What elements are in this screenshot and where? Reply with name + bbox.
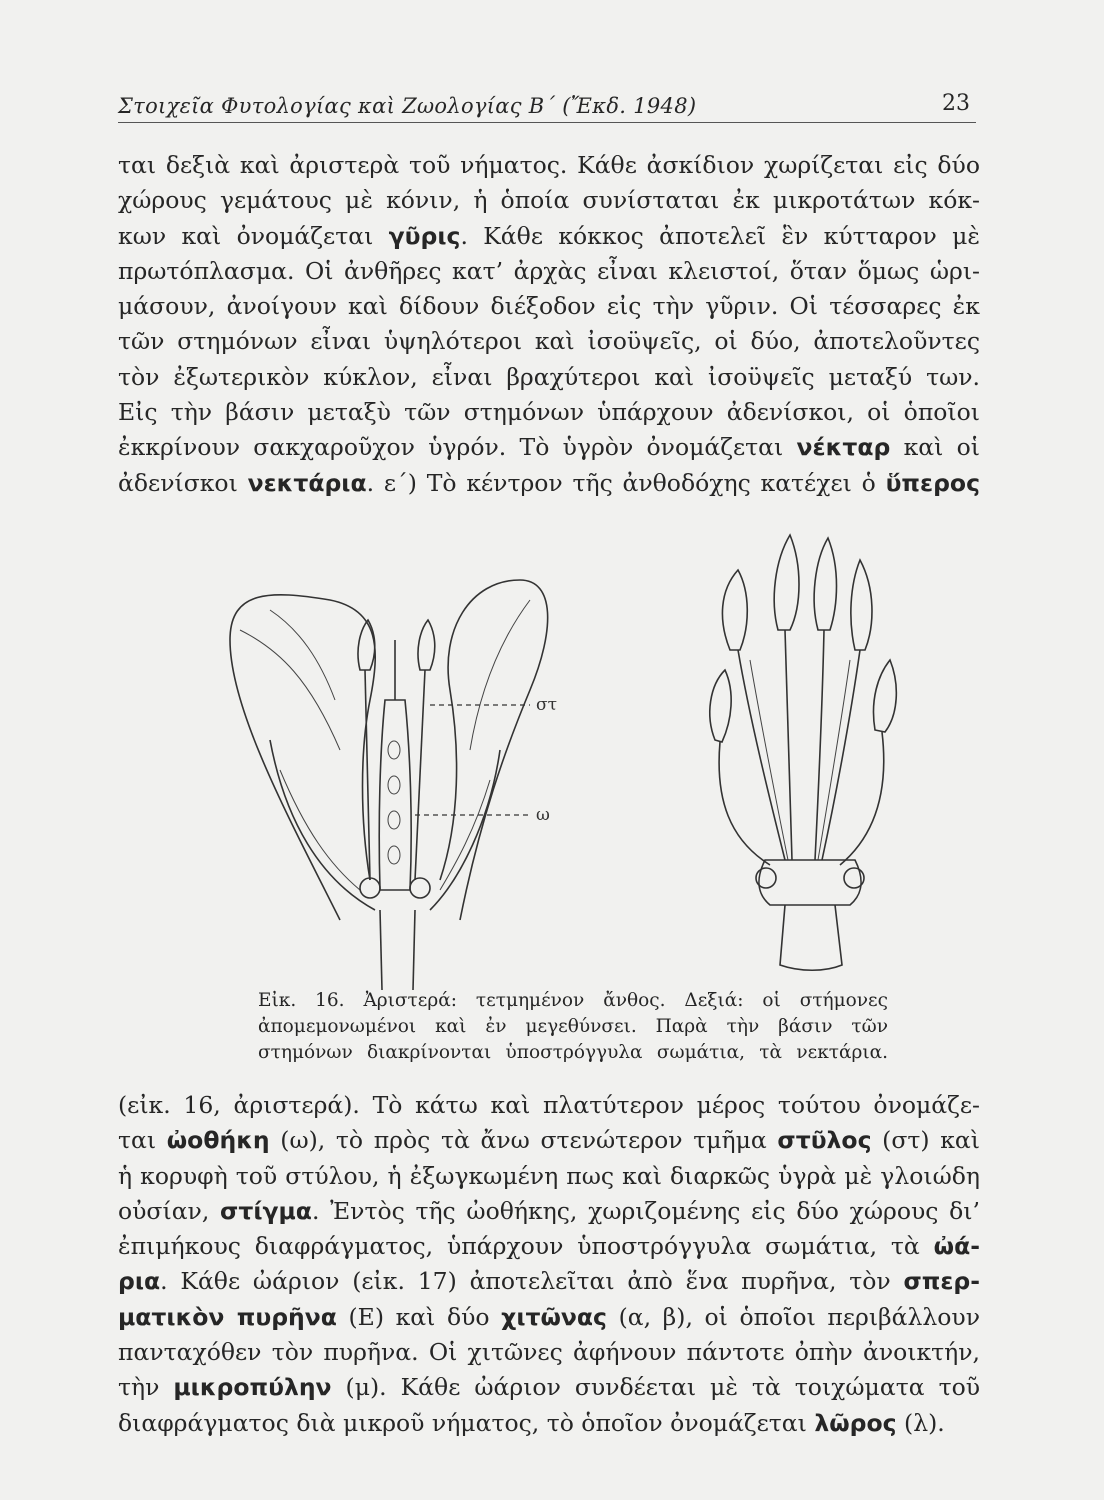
text-line: (εἰκ. 16, ἀριστερά). Τὸ κάτω καὶ πλατύτερον μέρος τούτου ὀνομάζε- — [118, 1091, 980, 1119]
text-line: ἡ κορυφὴ τοῦ στύλου, ἡ ἐξωγκωμένη πως καὶ διαρκῶς ὑγρὰ μὲ γλοιώδη — [118, 1161, 980, 1190]
text-line: οὐσίαν, στίγμα. Ἐντὸς τῆς ὠοθήκης, χωριζομένης εἰς δύο χώρους δι’ — [118, 1196, 980, 1225]
text-line: χώρους γεμάτους μὲ κόνιν, ἡ ὁποία συνίσταται ἐκ μικροτάτων κόκ- — [118, 186, 980, 215]
text-line: πρωτόπλασμα. Οἱ ἀνθῆρες κατ’ ἀρχὰς εἶναι κλειστοί, ὅταν ὅμως ὡρι- — [118, 256, 980, 285]
caption-line: στημόνων διακρίνονται ὑποστρόγγυλα σωμάτια, τὰ νεκτάρια. — [258, 1042, 888, 1063]
term-gyris: γῦρις — [388, 221, 461, 250]
stamens-drawing — [710, 535, 897, 970]
text-line: κων καὶ ὀνομάζεται γῦρις. Κάθε κόκκος ἀποτελεῖ ἓν κύτταρον μὲ — [118, 221, 980, 250]
text-line: ρια. Κάθε ὠάριον (εἰκ. 17) ἀποτελεῖται ἀπὸ ἕνα πυρῆνα, τὸν σπερ- — [118, 1267, 980, 1296]
text-line: πανταχόθεν τὸν πυρῆνα. Οἱ χιτῶνες ἀφήνουν πάντοτε ὀπὴν ἀνοικτήν, — [118, 1338, 980, 1367]
term-stylos: στῦλος — [777, 1126, 872, 1155]
cut-flower-drawing — [230, 580, 548, 990]
text-line: τὸν ἐξωτερικὸν κύκλον, εἶναι βραχύτεροι καὶ ἰσοϋψεῖς μεταξύ των. — [118, 362, 980, 391]
term-hyperos: ὕπερος — [885, 468, 980, 497]
text-line: ἐκκρίνουν σακχαροῦχον ὑγρόν. Τὸ ὑγρὸν ὀνομάζεται νέκταρ καὶ οἱ — [118, 433, 980, 462]
running-title: Στοιχεῖα Φυτολογίας καὶ Ζωολογίας Β΄ (Ἔκδ. 1948) — [118, 94, 697, 118]
term-mikropyli: μικροπύλην — [173, 1373, 332, 1402]
term-spermatic-nucleus: ματικὸν πυρῆνα — [118, 1302, 337, 1331]
text-line: Εἰς τὴν βάσιν μεταξὺ τῶν στημόνων ὑπάρχουν ἀδενίσκοι, οἱ ὁποῖοι — [118, 398, 980, 427]
text-line: ἐπιμήκους διαφράγματος, ὑπάρχουν ὑποστρόγγυλα σωμάτια, τὰ ὠά- — [118, 1232, 980, 1261]
text-line: ται δεξιὰ καὶ ἀριστερὰ τοῦ νήματος. Κάθε ἀσκίδιον χωρίζεται εἰς δύο — [118, 151, 980, 179]
text-line: τῶν στημόνων εἶναι ὑψηλότεροι καὶ ἰσοϋψεῖς, οἱ δύο, ἀποτελοῦντες — [118, 327, 980, 356]
figure-caption — [258, 988, 888, 1066]
term-loros: λῶρος — [814, 1408, 897, 1437]
text-line: ἀδενίσκοι νεκτάρια. ε΄) Τὸ κέντρον τῆς ἀνθοδόχης κατέχει ὁ ὕπερος — [118, 468, 980, 497]
page-header — [118, 88, 976, 123]
term-sperm: σπερ- — [903, 1267, 980, 1296]
term-oaria-cont: ρια — [118, 1267, 161, 1296]
text-line: μάσουν, ἀνοίγουν καὶ δίδουν διέξοδον εἰς τὴν γῦριν. Οἱ τέσσαρες ἐκ — [118, 292, 980, 321]
term-oaria: ὠά- — [933, 1232, 980, 1261]
term-oothiki: ὠοθήκη — [166, 1126, 270, 1155]
flower-illustration — [210, 520, 990, 990]
label-ovary: ω — [536, 805, 550, 825]
label-style: στ — [536, 695, 558, 715]
term-nektar: νέκταρ — [796, 433, 891, 462]
caption-line: ἀπομεμονωμένοι καὶ ἐν μεγεθύνσει. Παρὰ τὴν βάσιν τῶν — [258, 1016, 888, 1037]
caption-line: Εἰκ. 16. Ἀριστερά: τετμημένον ἄνθος. Δεξιά: οἱ στήμονες — [258, 990, 888, 1011]
text-line: ματικὸν πυρῆνα (Ε) καὶ δύο χιτῶνας (α, β), οἱ ὁποῖοι περιβάλλουν — [118, 1302, 980, 1331]
term-chitones: χιτῶνας — [501, 1302, 607, 1331]
text-line: διαφράγματος διὰ μικροῦ νήματος, τὸ ὁποῖον ὀνομάζεται λῶρος (λ). — [118, 1408, 945, 1437]
paragraph-bottom — [118, 1088, 980, 1441]
term-nektaria: νεκτάρια — [247, 468, 367, 497]
text-line: τὴν μικροπύλην (μ). Κάθε ὠάριον συνδέεται μὲ τὰ τοιχώματα τοῦ — [118, 1373, 980, 1402]
text-line: ται ὠοθήκη (ω), τὸ πρὸς τὰ ἄνω στενώτερον τμῆμα στῦλος (στ) καὶ — [118, 1126, 980, 1155]
page-number: 23 — [942, 91, 970, 116]
term-stigma: στίγμα — [220, 1196, 312, 1225]
paragraph-top — [118, 148, 980, 501]
